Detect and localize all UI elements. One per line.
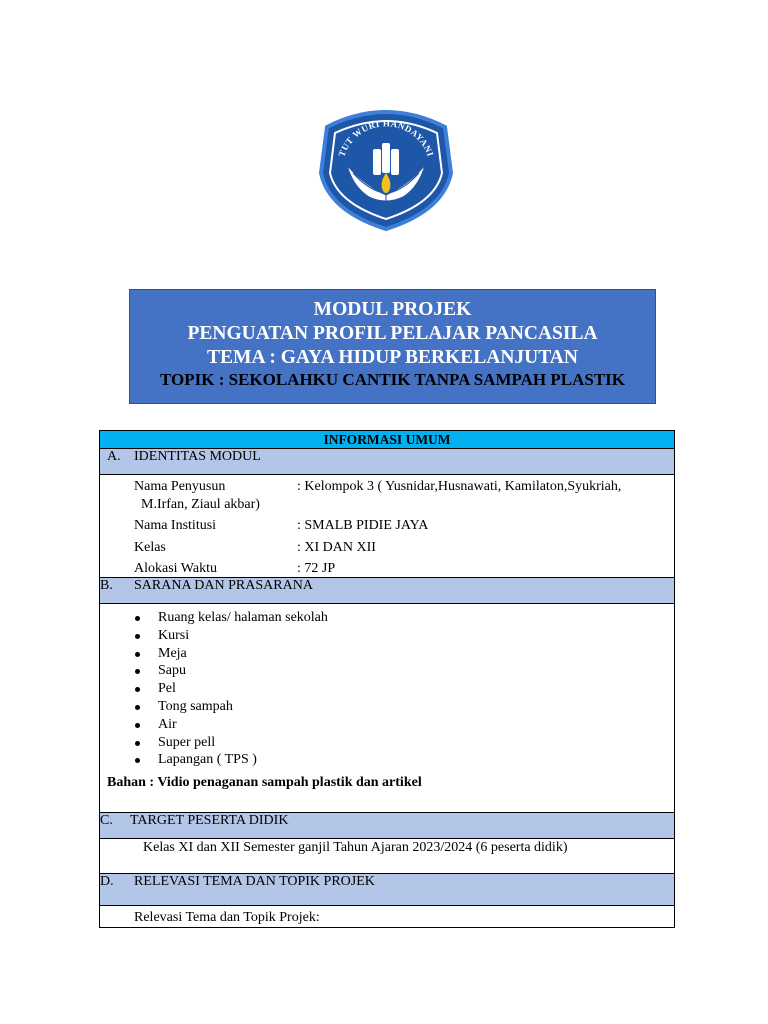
sarana-list	[131, 609, 328, 769]
value-nama-penyusun: : Kelompok 3 ( Yusnidar,Husnawati, Kamilaton,Syukriah,	[297, 479, 622, 494]
section-c-letter: C.	[100, 813, 113, 828]
list-item: Super pell	[131, 734, 328, 752]
value-kelas: : XI DAN XII	[297, 540, 376, 555]
section-c-header	[100, 812, 674, 839]
title-line-penguatan: PENGUATAN PROFIL PELAJAR PANCASILA	[187, 323, 598, 344]
informasi-umum-table	[99, 430, 675, 928]
label-kelas: Kelas	[134, 540, 166, 555]
tut-wuri-handayani-logo	[313, 103, 459, 233]
target-peserta-text: Kelas XI dan XII Semester ganjil Tahun Ajaran 2023/2024 (6 peserta didik)	[143, 840, 568, 855]
list-item: Meja	[131, 645, 328, 663]
module-title-box	[129, 289, 656, 404]
bullet-icon	[135, 669, 140, 674]
label-nama-institusi: Nama Institusi	[134, 518, 217, 533]
relevasi-text: Relevasi Tema dan Topik Projek:	[134, 910, 320, 925]
list-item: Kursi	[131, 627, 328, 645]
logo-motto: TUT WURI HANDAYANI	[336, 118, 436, 158]
title-line-topik: TOPIK : SEKOLAHKU CANTIK TANPA SAMPAH PLASTIK	[159, 370, 626, 389]
bahan-text: Bahan : Vidio penaganan sampah plastik dan artikel	[107, 775, 422, 790]
list-item: Ruang kelas/ halaman sekolah	[131, 609, 328, 627]
list-item: Pel	[131, 680, 328, 698]
list-item: Tong sampah	[131, 698, 328, 716]
informasi-umum-header: INFORMASI UMUM	[100, 431, 674, 449]
label-nama-penyusun: Nama Penyusun	[134, 479, 226, 494]
section-d-header	[100, 873, 674, 906]
bullet-icon	[135, 741, 140, 746]
list-item: Sapu	[131, 662, 328, 680]
section-a-title: IDENTITAS MODUL	[134, 449, 261, 464]
bullet-icon	[135, 616, 140, 621]
section-b-title: SARANA DAN PRASARANA	[134, 578, 313, 593]
bullet-icon	[135, 634, 140, 639]
bullet-icon	[135, 723, 140, 728]
section-a-letter: A.	[107, 449, 121, 464]
section-d-letter: D.	[100, 874, 114, 889]
value-nama-penyusun-cont: M.Irfan, Ziaul akbar)	[141, 497, 260, 512]
list-item: Lapangan ( TPS )	[131, 751, 328, 769]
label-alokasi-waktu: Alokasi Waktu	[134, 561, 217, 576]
title-line-modul-projek: MODUL PROJEK	[313, 299, 472, 320]
bullet-icon	[135, 758, 140, 763]
section-c-title: TARGET PESERTA DIDIK	[130, 813, 289, 828]
section-d-title: RELEVASI TEMA DAN TOPIK PROJEK	[134, 874, 375, 889]
section-b-letter: B.	[100, 578, 113, 593]
value-alokasi-waktu: : 72 JP	[297, 561, 336, 576]
bullet-icon	[135, 705, 140, 710]
bullet-icon	[135, 687, 140, 692]
section-a-header	[100, 448, 674, 475]
section-b-header	[100, 577, 674, 604]
value-nama-institusi: : SMALB PIDIE JAYA	[297, 518, 429, 533]
list-item: Air	[131, 716, 328, 734]
bullet-icon	[135, 652, 140, 657]
title-line-tema: TEMA : GAYA HIDUP BERKELANJUTAN	[207, 347, 578, 368]
